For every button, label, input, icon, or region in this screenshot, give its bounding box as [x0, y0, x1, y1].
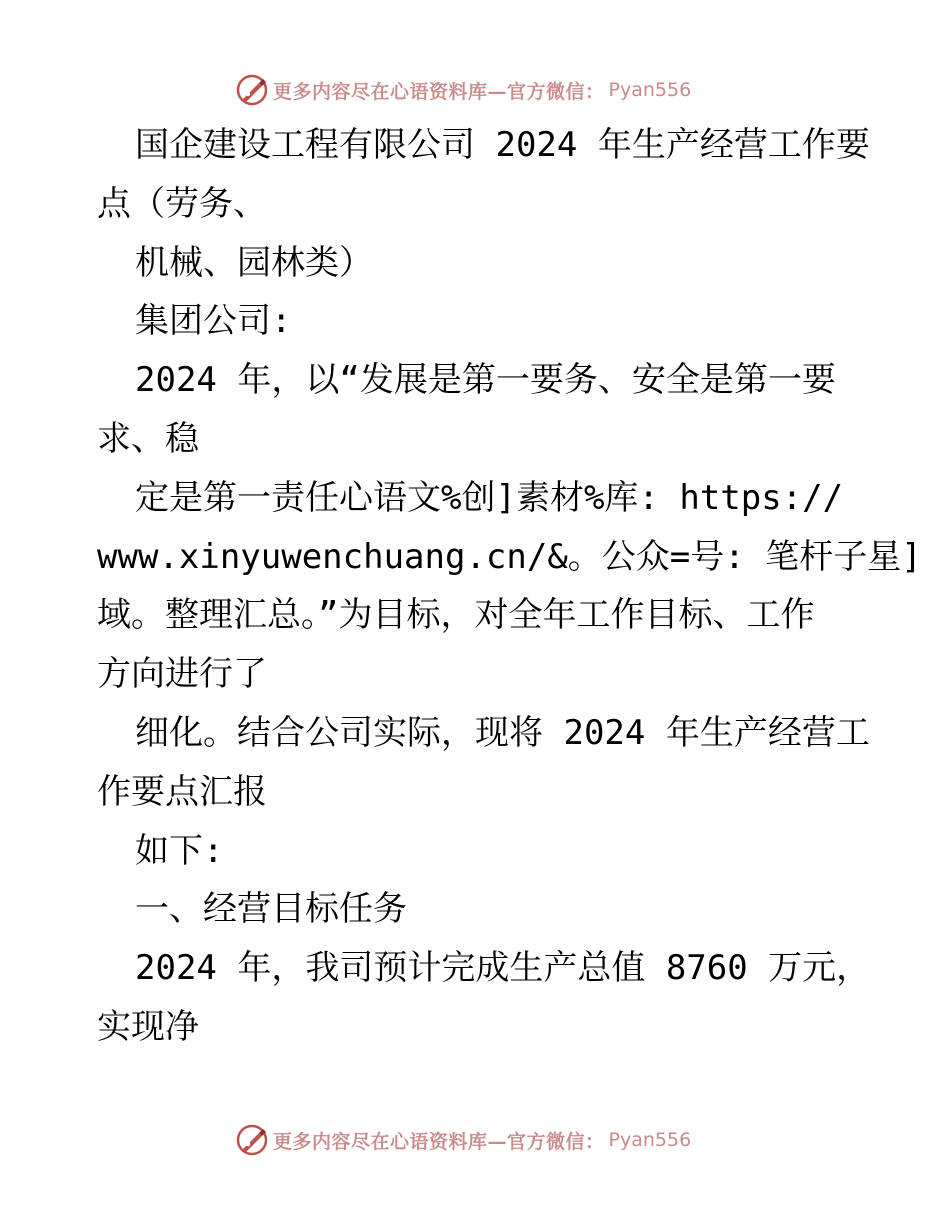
doc-title-line-3: 机械、园林类） [135, 242, 373, 283]
footer-banner [235, 1122, 691, 1158]
doc-paragraph-line: 如下: [135, 830, 224, 871]
header-banner-text: 更多内容尽在心语资料库—官方微信： [273, 80, 605, 103]
doc-paragraph-line: 2024 年，以“发展是第一要务、安全是第一要 [135, 360, 836, 401]
footer-banner-text: 更多内容尽在心语资料库—官方微信： [273, 1130, 605, 1153]
pen-logo-icon [235, 1123, 269, 1157]
doc-paragraph-line: 方向进行了 [97, 654, 267, 695]
footer-banner-wechat: Pyan556 [608, 1129, 692, 1151]
pen-logo-icon [235, 73, 269, 107]
doc-paragraph-line: 实现净 [97, 1006, 199, 1047]
doc-paragraph-line: www.xinyuwenchuang.cn/&。公众=号: 笔杆子星] [97, 536, 922, 577]
doc-section-heading: 一、经营目标任务 [135, 889, 407, 930]
doc-title-line-1: 国企建设工程有限公司 2024 年生产经营工作要 [135, 125, 870, 165]
header-banner [235, 72, 691, 108]
document-body [97, 116, 922, 1057]
doc-paragraph-line: 细化。结合公司实际，现将 2024 年生产经营工 [135, 712, 870, 753]
doc-paragraph-line: 作要点汇报 [97, 771, 267, 812]
doc-salutation: 集团公司: [135, 301, 292, 342]
doc-title-line-2: 点（劳务、 [97, 183, 267, 224]
header-banner-wechat: Pyan556 [608, 79, 692, 101]
doc-paragraph-line: 求、稳 [97, 418, 199, 459]
doc-paragraph-line: 定是第一责任心语文%创]素材%库: https:// [135, 477, 844, 518]
doc-paragraph-line: 2024 年，我司预计完成生产总值 8760 万元， [135, 948, 871, 989]
doc-paragraph-line: 域。整理汇总。”为目标，对全年工作目标、工作 [97, 595, 815, 636]
